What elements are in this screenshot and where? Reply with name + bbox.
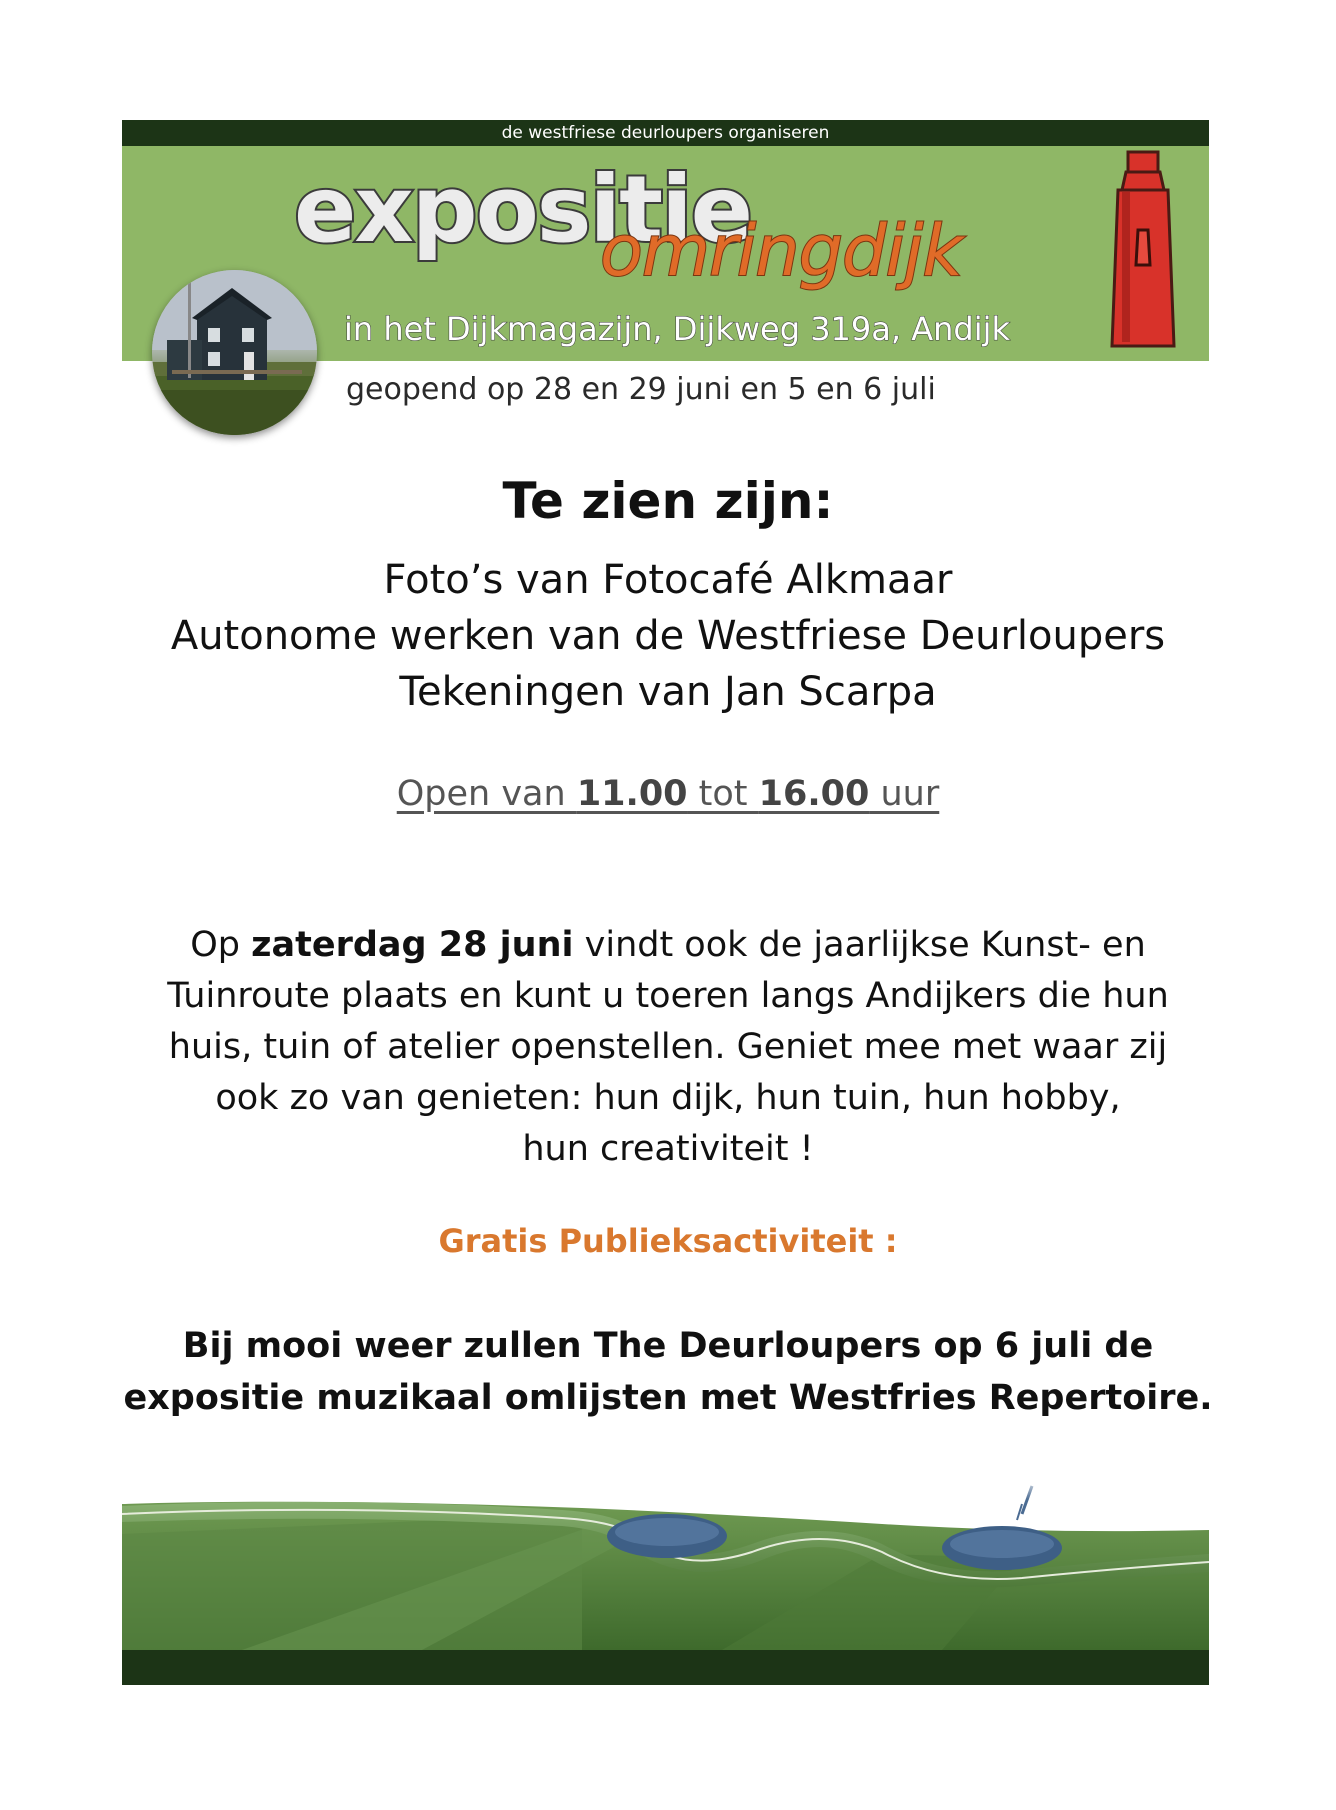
- paragraph-line: [0, 920, 1336, 971]
- kunst-tuinroute-paragraph: [0, 920, 1336, 1175]
- hours-suffix: uur: [869, 774, 940, 814]
- exhibit-item: Autonome werken van de Westfriese Deurloupers: [170, 613, 1166, 659]
- hours-prefix: Open van: [396, 774, 577, 814]
- opening-hours: [0, 774, 1336, 814]
- dijkpaal-tower-icon: [1108, 150, 1178, 350]
- dijkmagazijn-photo: [152, 270, 317, 435]
- announcement-line: expositie muzikaal omlijsten met Westfries Repertoire.: [123, 1378, 1213, 1418]
- header-banner: [122, 120, 1209, 460]
- paragraph-line: ook zo van genieten: hun dijk, hun tuin, hun hobby,: [215, 1078, 1121, 1118]
- route-prefix: Op: [190, 925, 252, 965]
- dike-aerial-photo: [122, 1474, 1209, 1685]
- organizer-bar: [122, 120, 1209, 146]
- paragraph-line: huis, tuin of atelier openstellen. Geniet mee met waar zij: [168, 1027, 1168, 1067]
- organizer-text: de westfriese deurloupers organiseren: [501, 123, 830, 143]
- hours-start: 11.00: [576, 774, 688, 814]
- hours-end: 16.00: [758, 774, 870, 814]
- house-illustration: [152, 270, 317, 435]
- exhibit-item: Tekeningen van Jan Scarpa: [399, 669, 937, 715]
- paragraph-line: hun creativiteit !: [522, 1129, 814, 1169]
- opening-dates: geopend op 28 en 29 juni en 5 en 6 juli: [346, 372, 936, 407]
- exhibits-list: [0, 552, 1336, 720]
- title-expositie: expositie: [294, 156, 752, 263]
- exhibit-item: Foto’s van Fotocafé Alkmaar: [383, 557, 953, 603]
- route-line1-rest: vindt ook de jaarlijkse Kunst- en: [573, 925, 1146, 965]
- exhibits-heading: Te zien zijn:: [502, 472, 834, 530]
- route-date: zaterdag 28 juni: [251, 925, 574, 965]
- music-announcement: [0, 1320, 1336, 1424]
- title-omringdijk: omringdijk: [600, 210, 962, 292]
- announcement-line: Bij mooi weer zullen The Deurloupers op 6 juli de: [182, 1326, 1154, 1366]
- location-text: in het Dijkmagazijn, Dijkweg 319a, Andijk: [344, 310, 1011, 348]
- free-activity-label: Gratis Publieksactiviteit :: [438, 1222, 898, 1260]
- hours-middle: tot: [687, 774, 759, 814]
- paragraph-line: Tuinroute plaats en kunt u toeren langs Andijkers die hun: [167, 976, 1169, 1016]
